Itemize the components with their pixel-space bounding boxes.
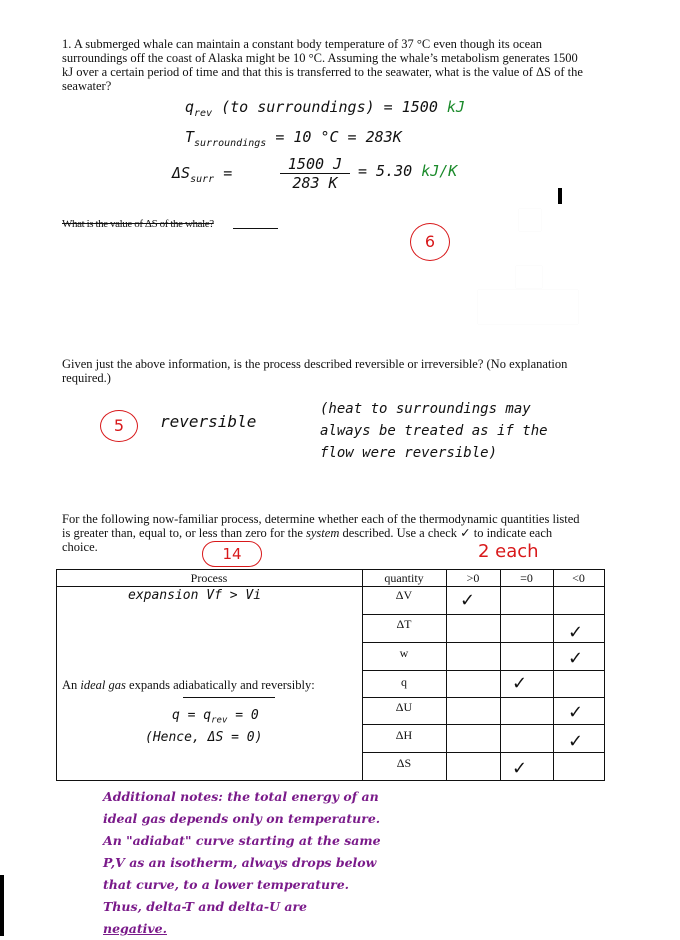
- table-header-bottom: [56, 586, 604, 587]
- work-ds-result: = 5.30: [358, 162, 413, 180]
- process-q-eq: = 0: [235, 708, 259, 723]
- question-3-line-2c: described. Use a check ✓ to indicate each: [342, 526, 553, 540]
- note-line-3: flow were reversible): [320, 445, 498, 461]
- notes-line-1: Additional notes: the total energy of an: [103, 789, 379, 804]
- quantity-label: ΔH: [395, 728, 413, 742]
- score-q1: 6: [424, 232, 436, 251]
- question-2-line-2: required.): [62, 371, 111, 385]
- notes-line-7: negative.: [103, 921, 167, 936]
- work-t-value: = 10 °C = 283K: [275, 128, 402, 146]
- work-fraction: [280, 155, 350, 192]
- check-mark-q: ✓: [512, 673, 528, 694]
- header-greater-than-zero: >0: [466, 571, 480, 585]
- question-1-line-1: A submerged whale can maintain a constant body temperature of 37 °C even though its ocean: [73, 37, 542, 51]
- work-line-3-result: [358, 162, 457, 180]
- question-1-text: [62, 37, 642, 93]
- answer-reversible: reversible: [160, 412, 257, 431]
- white-patch: [516, 266, 542, 288]
- process-hence: (Hence, ΔS = 0): [145, 730, 263, 745]
- row-line: [362, 670, 604, 671]
- row-line: [362, 724, 604, 725]
- work-fraction-numerator: 1500 J: [280, 155, 350, 174]
- quantity-label: ΔT: [396, 617, 412, 631]
- additional-notes: [103, 786, 433, 940]
- explanation-note: [320, 398, 548, 464]
- work-ds-symbol: ΔS: [172, 164, 191, 182]
- table-border-bottom: [56, 780, 604, 781]
- question-3-text: [62, 512, 642, 554]
- note-line-1: (heat to surroundings may: [320, 401, 531, 417]
- quantity-label: ΔS: [396, 756, 412, 770]
- underline-mark: [233, 228, 278, 229]
- work-line-3-label: [172, 164, 232, 185]
- col-line-quantity: [446, 569, 447, 781]
- score-q3: 14: [222, 545, 242, 563]
- question-3-line-2b: system: [306, 526, 340, 540]
- crossed-out-question: What is the value of ΔS of the whale?: [62, 218, 214, 230]
- check-mark-w: ✓: [568, 648, 584, 669]
- table-border-top: [56, 569, 604, 570]
- work-ds-subscript: surr: [190, 174, 215, 185]
- process-desc-ideal-gas: ideal gas: [80, 678, 126, 692]
- work-fraction-denominator: 283 K: [292, 174, 338, 192]
- work-line-1: [185, 98, 465, 119]
- score-q2: 5: [113, 416, 125, 435]
- notes-line-2: ideal gas depends only on temperature.: [103, 811, 381, 826]
- score-circle-q2: [100, 410, 138, 442]
- header-quantity: quantity: [384, 571, 424, 585]
- question-3-line-3: choice.: [62, 540, 98, 554]
- work-line-2: [185, 128, 402, 149]
- points-each-note: 2 each: [478, 541, 539, 562]
- row-line: [362, 697, 604, 698]
- question-number: 1.: [62, 37, 72, 51]
- col-line-eq: [553, 569, 554, 781]
- question-1-line-4: seawater?: [62, 79, 112, 93]
- process-q-sub: rev: [211, 715, 228, 726]
- question-2-text: [62, 357, 642, 385]
- work-q-subscript: rev: [194, 108, 213, 119]
- process-desc-c: expands adiabatically and reversibly:: [129, 678, 315, 692]
- process-underline: [183, 697, 275, 698]
- work-ds-unit: kJ/K: [421, 162, 458, 180]
- question-1-line-3: kJ over a certain period of time and that this is transferred to the seawater, what is the value of ΔS of the: [62, 65, 583, 79]
- table-border-left: [56, 569, 57, 781]
- work-t-subscript: surroundings: [194, 138, 267, 149]
- notes-line-6: Thus, delta-T and delta-U are: [103, 899, 307, 914]
- process-q-equation: [172, 708, 259, 726]
- header-process: Process: [190, 571, 228, 585]
- note-line-2: always be treated as if the: [320, 423, 548, 439]
- scan-edge: [0, 875, 4, 936]
- white-patch: [478, 290, 578, 324]
- table-border-right: [604, 569, 605, 781]
- quantity-label: ΔV: [395, 588, 413, 602]
- check-mark-delta-u: ✓: [568, 702, 584, 723]
- notes-line-3: An "adiabat" curve starting at the same: [103, 833, 381, 848]
- process-expansion-note: expansion Vf > Vi: [128, 588, 262, 603]
- process-description: [62, 678, 315, 692]
- question-3-line-1: For the following now-familiar process, determine whether each of the thermodynamic quantities listed: [62, 512, 580, 526]
- quantity-label: w: [399, 646, 409, 660]
- check-mark-delta-s: ✓: [512, 758, 528, 779]
- quantity-label: q: [401, 675, 407, 689]
- question-3-line-2a: is greater than, equal to, or less than zero for the: [62, 526, 303, 540]
- work-q-value: (to surroundings) = 1500: [221, 98, 438, 116]
- score-circle-q3: [202, 541, 262, 567]
- header-less-than-zero: <0: [572, 571, 585, 585]
- col-line-gt: [500, 569, 501, 781]
- work-q-symbol: q: [185, 98, 195, 116]
- question-1-line-2: surroundings off the coast of Alaska might be 10 °C. Assuming the whale’s metabolism generates 1500: [62, 51, 578, 65]
- work-t-symbol: T: [185, 128, 195, 146]
- check-mark-delta-h: ✓: [568, 731, 584, 752]
- row-line: [362, 752, 604, 753]
- check-mark-delta-v: ✓: [460, 590, 476, 611]
- row-line: [362, 614, 604, 615]
- process-desc-a: An: [62, 678, 78, 692]
- work-q-unit: kJ: [446, 98, 465, 116]
- white-patch: [519, 209, 541, 231]
- question-2-line-1: Given just the above information, is the process described reversible or irreversible? (No explanation: [62, 357, 568, 371]
- check-mark-delta-t: ✓: [568, 622, 584, 643]
- header-equal-zero: =0: [520, 571, 533, 585]
- notes-line-4: P,V as an isotherm, always drops below: [103, 855, 377, 870]
- quantity-label: ΔU: [395, 700, 413, 714]
- score-circle-q1: [410, 223, 450, 261]
- work-ds-equals: =: [223, 164, 233, 182]
- notes-line-5: that curve, to a lower temperature.: [103, 877, 350, 892]
- process-q: q = q: [172, 708, 212, 723]
- dark-mark: [558, 188, 562, 204]
